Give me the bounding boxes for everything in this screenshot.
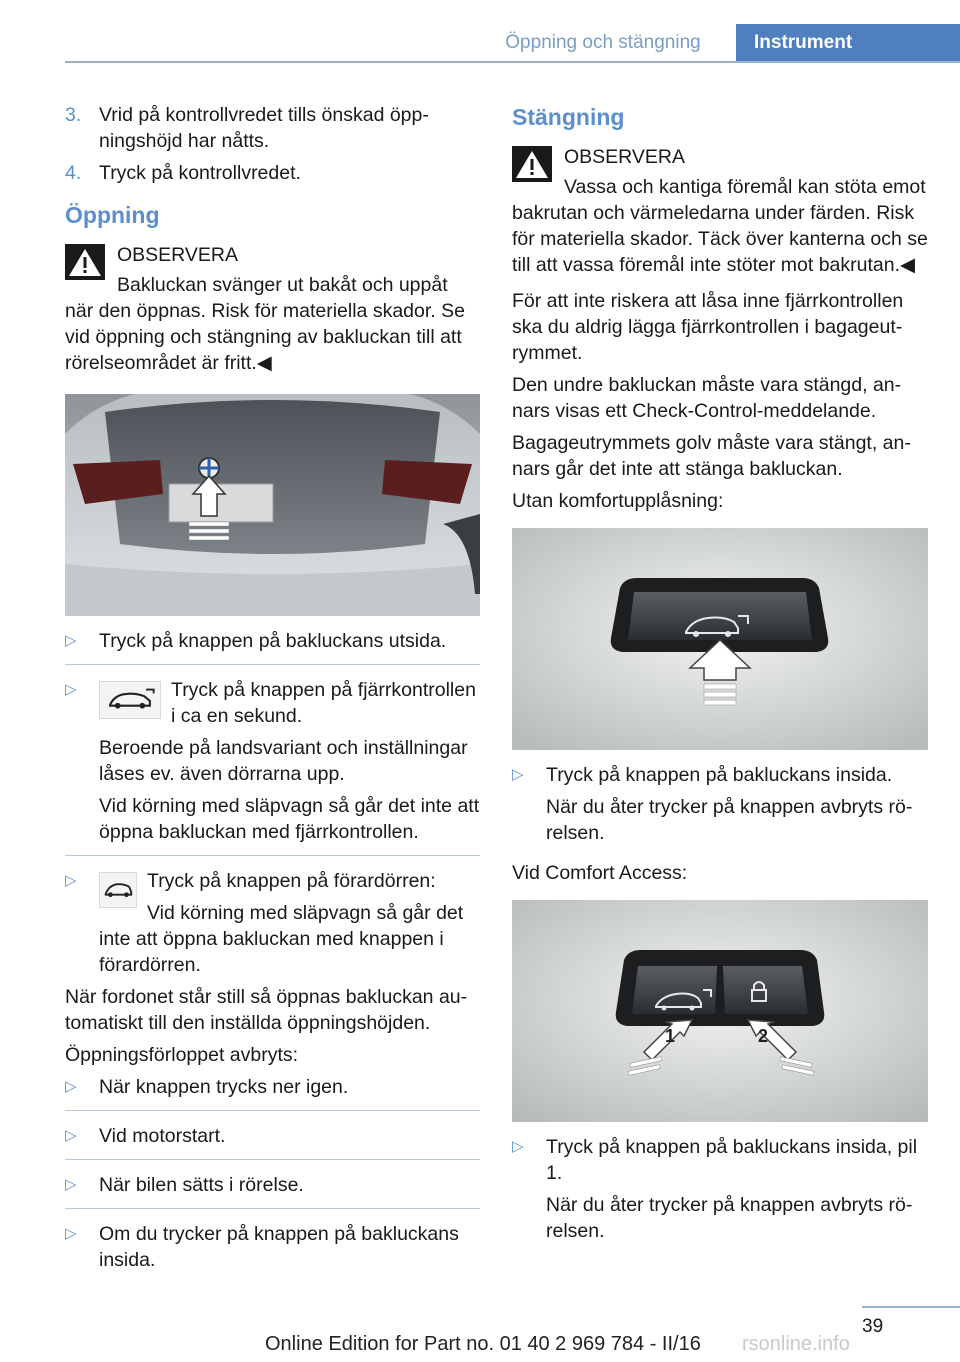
abort-item [65,1123,480,1149]
inside-button-note-2: När du åter trycker på knappen avbryts rörelsen. [546,1194,913,1242]
cargo-floor-paragraph: Bagageutrymmets golv måste vara stängt, annars går det inte att stänga bakluckan. [512,432,911,480]
bullet-inside-button-arrow1 [512,1134,930,1186]
warning-text: Bakluckan svänger ut bakåt och uppåt när den öppnas. Risk för materiella skador. Se vid öppning och stängning av bakluckan till att rörelseområdet är fritt.◀ [65,274,465,374]
bullet-remote-control [65,677,480,729]
bullet-text: Om du trycker på knappen på bakluckans insida. [99,1223,459,1271]
auto-open-paragraph: När fordonet står still så öppnas bakluckan automatiskt till den inställda öppningshöjden. [65,986,468,1034]
bullet-text: Tryck på knappen på förardörren: [147,870,436,892]
bullet-triangle-icon: ▷ [65,681,77,698]
without-comfort-label: Utan komfortupplåsning: [512,490,724,512]
figure-arrow-label-2: 2 [758,1026,769,1046]
watermark: rsonline.info [742,1333,850,1355]
bullet-triangle-icon: ▷ [65,872,77,889]
bullet-text: Tryck på knappen på bakluckans utsida. [99,630,447,652]
bullet-triangle-icon: ▷ [65,1127,77,1144]
step-3 [65,102,480,154]
abort-item [65,1221,480,1273]
abort-item [65,1172,480,1198]
divider [65,1110,480,1111]
bullet-driver-door [65,868,480,894]
warning-label: OBSERVERA [564,146,686,168]
bullet-triangle-icon: ▷ [512,766,524,783]
edition-footer: Online Edition for Part no. 01 40 2 969 784 - II/16 [265,1333,701,1355]
warning-text: Vassa och kantiga föremål kan stöta emot bakrutan och värmeledarna under färden. Risk för materiella skador. Täck över kanterna och se till att vassa föremål inte stöter mot bakrutan.◀ [512,176,928,276]
divider [65,855,480,856]
bullet-text: När knappen trycks ner igen. [99,1076,349,1098]
footer-rule [862,1306,960,1308]
inside-button-figure [512,528,928,750]
remote-lockin-paragraph: För att inte riskera att låsa inne fjärrkontrollen ska du aldrig lägga fjärrkontrollen i bagageutrymmet. [512,290,904,364]
bullet-triangle-icon: ▷ [65,632,77,649]
heading-opening: Öppning [65,202,160,228]
step-number: 3. [65,104,82,126]
bullet-inside-button [512,762,930,788]
step-number: 4. [65,162,82,184]
warning-triangle-icon [65,244,105,280]
divider [65,1208,480,1209]
bullet-text: Tryck på knappen på bakluckans insida, pil 1. [546,1136,918,1184]
door-note: Vid körning med släpvagn så går det inte att öppna bakluckan med knappen i förardörren. [99,902,464,976]
left-column [65,102,480,1279]
divider [65,1159,480,1160]
header-chapter-tab[interactable]: Instrument [736,24,960,63]
abort-item [65,1074,480,1100]
step-4 [65,160,480,186]
divider [65,664,480,665]
bullet-text: När bilen sätts i rörelse. [99,1174,304,1196]
warning-triangle-icon [512,146,552,182]
step-text: Tryck på kontrollvredet. [99,162,301,184]
header-rule [65,61,960,63]
warning-block-closing [512,144,930,282]
heading-closing: Stängning [512,104,625,130]
remote-tailgate-key-icon [99,681,161,719]
remote-note-1: Beroende på landsvariant och inställningar låses ev. även dörrarna upp. [99,737,468,785]
page-number: 39 [862,1316,884,1337]
header-section-title: Öppning och stängning [505,32,701,53]
comfort-access-figure [512,900,928,1122]
car-rear-figure [65,394,480,616]
inside-button-note: När du åter trycker på knappen avbryts rörelsen. [546,796,913,844]
abort-intro: Öppningsförloppet avbryts: [65,1044,299,1066]
comfort-access-label: Vid Comfort Access: [512,862,688,884]
right-column [512,102,930,1250]
lower-tailgate-paragraph: Den undre bakluckan måste vara stängd, annars visas ett Check-Control-meddelande. [512,374,902,422]
bullet-text: Tryck på knappen på bakluckans insida. [546,764,893,786]
bullet-text: Tryck på knappen på fjärrkontrollen i ca en sekund. [171,679,476,727]
bullet-triangle-icon: ▷ [512,1138,524,1155]
step-text: Vrid på kontrollvredet tills önskad öppningshöjd har nåtts. [99,104,429,152]
warning-label: OBSERVERA [117,244,239,266]
warning-block-opening [65,242,480,380]
bullet-triangle-icon: ▷ [65,1225,77,1242]
door-tailgate-button-icon [99,872,137,908]
bullet-triangle-icon: ▷ [65,1176,77,1193]
bullet-outside-button [65,628,480,654]
bullet-text: Vid motorstart. [99,1125,226,1147]
remote-note-2: Vid körning med släpvagn så går det inte att öppna bakluckan med fjärrkontrollen. [99,795,480,843]
bullet-triangle-icon: ▷ [65,1078,77,1095]
figure-arrow-label-1: 1 [665,1026,676,1046]
